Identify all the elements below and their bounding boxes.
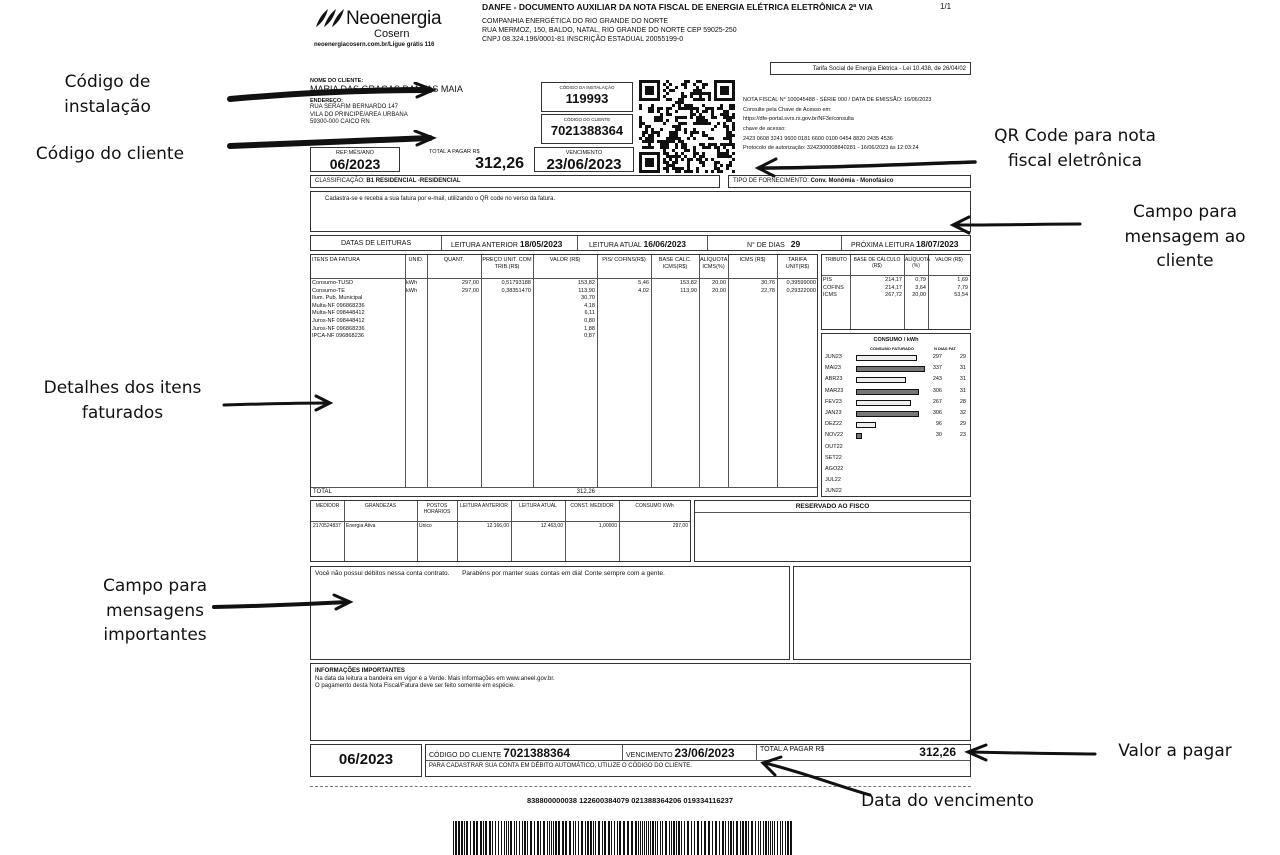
chart-days-value: 29 bbox=[959, 354, 966, 360]
items-header-cell: ITENS DA FATURA bbox=[312, 257, 360, 263]
items-cell: 113,90 bbox=[680, 287, 697, 294]
items-cell: 297,00 bbox=[461, 280, 479, 286]
tax-cell: PIS bbox=[823, 277, 832, 283]
tax-cell: 53,54 bbox=[954, 292, 968, 299]
items-cell: Multa-NF 096868236 bbox=[312, 302, 365, 309]
leitura-anterior-label: LEITURA ANTERIOR bbox=[451, 242, 518, 249]
meter-header-cell: MEDIDOR bbox=[315, 503, 340, 509]
tax-cell: 7,79 bbox=[957, 284, 968, 291]
items-cell: 4,18 bbox=[584, 302, 595, 309]
classification-label: CLASSIFICAÇÃO: bbox=[315, 178, 365, 184]
items-cell: 20,00 bbox=[712, 280, 726, 286]
chart-bar bbox=[856, 389, 919, 395]
info-line: Na data da leitura a bandeira em vigor é a Verde. Mais informações em www.aneel.gov.br. bbox=[315, 675, 555, 682]
items-cell: kWh bbox=[406, 280, 418, 286]
chart-category-label: AGO22 bbox=[825, 466, 844, 472]
consumption-chart bbox=[821, 333, 971, 497]
leitura-anterior: 18/05/2023 bbox=[519, 239, 563, 249]
barcode-number: 838800000038 122600384079 021388364206 019334116237 bbox=[526, 796, 734, 805]
tax-header-cell: TRIBUTO bbox=[825, 257, 847, 263]
callout-mensagem bbox=[1095, 200, 1275, 274]
info-title: INFORMAÇÕES IMPORTANTES bbox=[315, 668, 405, 674]
chart-category-label: FEV23 bbox=[825, 398, 842, 405]
cliente-code: 7021388364 bbox=[550, 122, 624, 138]
chart-days-value: 31 bbox=[959, 365, 966, 372]
items-cell: 113,90 bbox=[578, 287, 595, 294]
items-cell: 20,00 bbox=[712, 287, 726, 294]
leitura-atual: 16/06/2023 bbox=[643, 239, 687, 249]
footer-cliente-label: CÓDIGO DO CLIENTE bbox=[429, 752, 502, 759]
callout-cliente-text: Código do cliente bbox=[35, 144, 185, 164]
fisco-label: RESERVADO AO FISCO bbox=[795, 503, 870, 510]
arrow-instalacao-icon bbox=[225, 82, 440, 112]
chart-value-label: 306 bbox=[932, 387, 942, 394]
nf-line: https://dfe-portal.svrs.rs.gov.br/NF3e/consulta bbox=[743, 116, 854, 123]
tax-header-cell: BASE DE CÁLCULO (R$) bbox=[853, 257, 901, 269]
chart-value-label: 243 bbox=[932, 376, 942, 383]
ref-label: REF:MÊS/ANO bbox=[336, 150, 374, 156]
callout-qr bbox=[975, 124, 1175, 173]
instalacao-box bbox=[541, 82, 633, 112]
items-cell: 1,88 bbox=[584, 325, 595, 332]
items-header-cell: TARIFA UNIT(R$) bbox=[785, 257, 810, 270]
qr-code-icon bbox=[639, 80, 735, 174]
callout-vencimento bbox=[860, 789, 1035, 814]
items-cell: Juros-NF 096868236 bbox=[312, 325, 365, 332]
tax-cell: 3,64 bbox=[915, 284, 926, 291]
callout-detalhes-text: Detalhes dos itens faturados bbox=[43, 378, 202, 423]
items-cell: 22,78 bbox=[761, 287, 775, 294]
callout-instalacao bbox=[35, 70, 180, 119]
meter-cell: 1,00000 bbox=[598, 523, 617, 529]
address-line: VILA DO PRINCIPE/AREA URBANA bbox=[310, 111, 408, 118]
items-header-cell: UNID. bbox=[408, 257, 424, 263]
items-cell: 4,02 bbox=[638, 287, 649, 294]
company-info bbox=[482, 18, 737, 44]
chart-category-label: SET22 bbox=[825, 454, 842, 461]
footer-total-label: TOTAL A PAGAR R$ bbox=[760, 746, 825, 753]
chart-days-value: 31 bbox=[959, 387, 966, 394]
items-cell: Ilum. Pub. Municipal bbox=[312, 295, 363, 302]
nf-line: NOTA FISCAL N° 100045488 - SÉRIE 000 / DATA DE EMISSÃO: 16/06/2023 bbox=[743, 97, 932, 103]
items-header-cell: VALOR (R$) bbox=[549, 257, 581, 263]
qr-code bbox=[639, 80, 735, 174]
company-line: RUA MERMOZ, 150, BALDO, NATAL, RIO GRANDE DO NORTE CEP 59025-250 bbox=[482, 26, 737, 34]
address-line: 59300-000 CAICO RN bbox=[310, 119, 370, 126]
chart-category-label: NOV22 bbox=[825, 432, 844, 439]
nf-line: Consulte pela Chave de Acesso em: bbox=[743, 106, 832, 113]
dias-value: 29 bbox=[790, 239, 801, 249]
arrow-detalhes-icon bbox=[220, 393, 335, 413]
chart-value-label: 267 bbox=[932, 398, 942, 405]
meter-header-cell: LEITURA ATUAL bbox=[519, 503, 557, 509]
client-name: MARIA DAS GRAGAS DANTAS MAIA bbox=[310, 84, 463, 95]
meter-header-cell: CONSUMO KWh bbox=[635, 503, 674, 509]
items-cell: 153,82 bbox=[679, 280, 697, 286]
tax-cell: 214,17 bbox=[885, 277, 902, 283]
tax-cell: 1,69 bbox=[957, 277, 968, 283]
chart-bar bbox=[856, 377, 906, 383]
items-cell: 0,51793188 bbox=[501, 280, 531, 286]
chart-value-label: 306 bbox=[932, 410, 942, 416]
dias-label: N° DE DIAS bbox=[747, 242, 785, 249]
proxima-value: 18/07/2023 bbox=[915, 239, 959, 249]
items-total-value: 312,26 bbox=[576, 489, 595, 495]
chart-category-label: JAN23 bbox=[825, 410, 842, 416]
items-table bbox=[310, 254, 818, 497]
address-label: ENDEREÇO: bbox=[310, 98, 344, 105]
tax-cell: 214,17 bbox=[885, 284, 902, 291]
footer-debit-text: PARA CADASTRAR SUA CONTA EM DÉBITO AUTOMÁTICO, UTILIZE O CÓDIGO DO CLIENTE. bbox=[429, 763, 692, 769]
callout-instalacao-text: Código de instalação bbox=[64, 72, 151, 117]
items-cell: 0,29322000 bbox=[786, 287, 816, 294]
chart-days-value: 31 bbox=[959, 376, 966, 383]
column-rule bbox=[511, 501, 512, 561]
column-rule bbox=[457, 501, 458, 561]
classification-box bbox=[310, 175, 720, 188]
chart-days-value: 23 bbox=[959, 432, 966, 439]
arrow-cliente-icon bbox=[225, 130, 440, 154]
tax-cell: 20,00 bbox=[912, 292, 926, 299]
nf-line: chave de acesso: bbox=[743, 125, 786, 132]
total-label: TOTAL A PAGAR R$ bbox=[429, 149, 480, 155]
items-header-cell: ICMS (R$) bbox=[739, 257, 766, 263]
items-cell: Juros-NF 098448412 bbox=[312, 318, 365, 324]
company-line: CNPJ 08.324.196/0001-81 INSCRIÇÃO ESTADUAL 20055199-0 bbox=[482, 35, 684, 43]
meter-cell: Energia Ativa bbox=[346, 523, 376, 529]
callout-detalhes bbox=[25, 376, 220, 425]
items-header-cell: BASE CALC. ICMS(R$) bbox=[658, 257, 692, 270]
items-header-cell: PREÇO UNIT. COM TRIB.(R$) bbox=[482, 257, 532, 270]
chart-days-label: N DIAS FAT bbox=[934, 346, 956, 351]
company-line: COMPANHIA ENERGÉTICA DO RIO GRANDE DO NORTE bbox=[482, 18, 669, 25]
meter-cell: 297,00 bbox=[672, 523, 688, 529]
total-value: 312,26 bbox=[475, 155, 524, 173]
footer-venc: 23/06/2023 bbox=[674, 746, 735, 760]
meter-cell: Único bbox=[419, 523, 432, 529]
footer-ref: 06/2023 bbox=[338, 751, 394, 768]
items-cell: 297,00 bbox=[461, 287, 479, 294]
nf-line: Protocolo de autorização: 3242300008840281 - 16/06/2023 às 12:03:24 bbox=[743, 145, 919, 152]
datas-label: DATAS DE LEITURAS bbox=[341, 240, 412, 247]
chart-category-label: DEZ22 bbox=[825, 421, 843, 428]
meter-header-cell: LEITURA ANTERIOR bbox=[460, 503, 508, 509]
instalacao-code: 119993 bbox=[565, 90, 609, 106]
meter-header-cell: CONST. MEDIDOR bbox=[570, 503, 614, 509]
items-cell: 30,76 bbox=[761, 280, 775, 286]
footer-cliente: 7021388364 bbox=[503, 746, 571, 760]
footer-ref-box bbox=[310, 744, 422, 777]
message-box bbox=[310, 191, 971, 232]
logo-leaf-icon bbox=[314, 7, 346, 29]
items-cell: Multa-NF 098448412 bbox=[312, 310, 365, 317]
chart-bar bbox=[856, 411, 919, 417]
column-rule bbox=[344, 501, 345, 561]
chart-bar bbox=[856, 355, 917, 361]
tarifa-social-box bbox=[770, 62, 971, 75]
notices-text: Você não possui débitos nessa conta contrato. Parabéns por manter suas contas em dia! Conte sempre com a gente. bbox=[315, 570, 665, 577]
chart-value-label: 297 bbox=[932, 354, 942, 360]
nf-line: 2423 0608 3241 9600 0181 6600 0100 0454 8820 2435 4536 bbox=[743, 135, 893, 142]
footer-main bbox=[425, 744, 971, 777]
chart-days-value: 28 bbox=[959, 398, 966, 405]
chart-value-label: 30 bbox=[935, 432, 942, 439]
items-cell: 0,87 bbox=[584, 333, 595, 340]
arrow-valor-icon bbox=[960, 742, 1100, 764]
callout-importantes-text: Campo para mensagens importantes bbox=[102, 576, 208, 646]
readings-bar bbox=[310, 235, 971, 251]
callout-valor-text: Valor a pagar bbox=[1118, 741, 1232, 761]
arrow-importantes-icon bbox=[210, 592, 355, 616]
info-box bbox=[310, 663, 971, 741]
chart-bar bbox=[856, 366, 925, 372]
tax-cell: ICMS bbox=[823, 292, 837, 299]
items-cell: 0,80 bbox=[584, 318, 595, 324]
items-cell: 0,39599000 bbox=[786, 280, 816, 286]
chart-bar bbox=[856, 433, 862, 439]
chart-subtitle: CONSUMO FATURADO bbox=[870, 346, 914, 351]
items-cell: 6,11 bbox=[584, 310, 595, 317]
barcode bbox=[453, 821, 796, 855]
nf-info bbox=[743, 96, 973, 154]
barcode-icon bbox=[453, 821, 796, 855]
chart-bar bbox=[856, 422, 876, 428]
neoenergia-logo bbox=[314, 5, 454, 47]
arrow-mensagem-icon bbox=[945, 214, 1085, 238]
client-name-label: NOME DO CLIENTE: bbox=[310, 78, 364, 84]
callout-cliente bbox=[10, 142, 210, 167]
tax-cell: COFINS bbox=[823, 284, 844, 291]
tax-cell: 267,72 bbox=[885, 292, 902, 299]
vencimento-label: VENCIMENTO bbox=[565, 150, 603, 156]
cliente-label: CÓDIGO DO CLIENTE bbox=[563, 117, 611, 122]
tarifa-social-text: Tarifa Social de Energia Elétrica - Lei 10.438, de 26/04/02 bbox=[812, 66, 966, 72]
instalacao-label: CÓDIGO DA INSTALAÇÃO bbox=[559, 85, 615, 90]
chart-days-value: 29 bbox=[959, 421, 966, 428]
fisco-box bbox=[694, 500, 971, 562]
arrow-vencimento-icon bbox=[755, 755, 875, 799]
items-cell: kWh bbox=[406, 287, 418, 294]
items-cell: IPCA-NF 096868236 bbox=[312, 333, 364, 340]
chart-value-label: 337 bbox=[932, 365, 942, 372]
items-cell: 5,46 bbox=[638, 280, 649, 286]
callout-mensagem-text: Campo para mensagem ao cliente bbox=[1124, 202, 1246, 272]
info-line: O pagamento desta Nota Fiscal/Fatura deve ser feito somente em espécie. bbox=[315, 683, 515, 689]
footer-total: 312,26 bbox=[919, 745, 956, 759]
chart-days-value: 32 bbox=[959, 410, 966, 416]
items-cell: Consumo-TUSD bbox=[312, 280, 354, 286]
ref-value: 06/2023 bbox=[329, 156, 381, 173]
items-cell: 0,38351470 bbox=[501, 287, 531, 294]
items-cell: 153,82 bbox=[577, 280, 595, 286]
brand-name: Neoenergia bbox=[346, 8, 442, 29]
meter-table bbox=[310, 500, 691, 562]
meter-header-cell: POSTOS HORÁRIOS bbox=[423, 503, 451, 516]
items-total-label: TOTAL bbox=[313, 489, 332, 495]
column-rule bbox=[565, 501, 566, 561]
brand-sub: Cosern bbox=[374, 28, 410, 40]
notices-box bbox=[310, 566, 790, 660]
footer-venc-label: VENCIMENTO bbox=[626, 752, 673, 759]
column-rule bbox=[619, 501, 620, 561]
page-number: 1/1 bbox=[940, 2, 952, 11]
chart-title: CONSUMO / kWh bbox=[873, 337, 919, 343]
items-cell: Consumo-TE bbox=[312, 287, 345, 294]
tax-header-cell: VALOR (R$) bbox=[935, 257, 963, 263]
tipo-label: TIPO DE FORNECIMENTO: bbox=[733, 178, 809, 184]
chart-category-label: OUT22 bbox=[825, 443, 843, 450]
chart-category-label: MAR23 bbox=[825, 387, 844, 394]
callout-qr-text: QR Code para nota fiscal eletrônica bbox=[994, 126, 1156, 171]
items-cell: 30,70 bbox=[581, 295, 595, 302]
proxima-label: PRÓXIMA LEITURA bbox=[851, 242, 915, 249]
chart-category-label: JUN23 bbox=[825, 354, 842, 360]
chart-category-label: JUL22 bbox=[825, 477, 841, 484]
meter-cell: 12.463,00 bbox=[540, 523, 563, 529]
chart-category-label: ABR23 bbox=[825, 376, 843, 383]
items-header-cell: PIS/ COFINS(R$) bbox=[602, 257, 646, 263]
address-line: RUA SERAFIM BERNARDO 147 bbox=[310, 104, 399, 111]
vencimento-box bbox=[534, 147, 634, 172]
vencimento-value: 23/06/2023 bbox=[546, 156, 622, 174]
cliente-box bbox=[541, 114, 633, 144]
tax-header-cell: ALÍQUOTA (%) bbox=[905, 257, 930, 269]
items-header-cell: QUANT. bbox=[443, 257, 465, 263]
notices-side-box bbox=[793, 566, 971, 660]
chart-category-label: MAI23 bbox=[825, 365, 841, 372]
meter-header-cell: GRANDEZAS bbox=[364, 503, 397, 509]
tipo-value: Conv. Monômia - Monofásico bbox=[810, 178, 894, 184]
taxes-table bbox=[821, 254, 971, 330]
callout-vencimento-text: Data do vencimento bbox=[861, 791, 1034, 811]
leitura-atual-label: LEITURA ATUAL bbox=[589, 242, 642, 249]
brand-site: neoenergiacosern.com.br/Ligue grátis 116 bbox=[314, 42, 435, 48]
chart-bar bbox=[856, 400, 911, 406]
meter-cell: 2170524837 bbox=[313, 523, 341, 529]
meter-cell: 12.166,00 bbox=[486, 523, 509, 529]
chart-category-label: JUN22 bbox=[825, 488, 842, 495]
doc-title: DANFE - DOCUMENTO AUXILIAR DA NOTA FISCAL DE ENERGIA ELÉTRICA ELETRÔNICA 2ª VIA bbox=[482, 2, 873, 12]
classification-value: B1 RESIDENCIAL -RESIDENCIAL bbox=[366, 178, 461, 184]
items-header-cell: ALÍQUOTA ICMS(%) bbox=[700, 257, 728, 270]
chart-value-label: 96 bbox=[935, 421, 942, 428]
message-text: Cadastra-se e receba a sua fatura por e-mail, utilizando o QR code no verso da fatura. bbox=[325, 196, 556, 202]
arrow-qr-icon bbox=[750, 150, 980, 178]
callout-valor bbox=[1100, 739, 1250, 764]
tax-cell: 0,79 bbox=[915, 277, 926, 283]
